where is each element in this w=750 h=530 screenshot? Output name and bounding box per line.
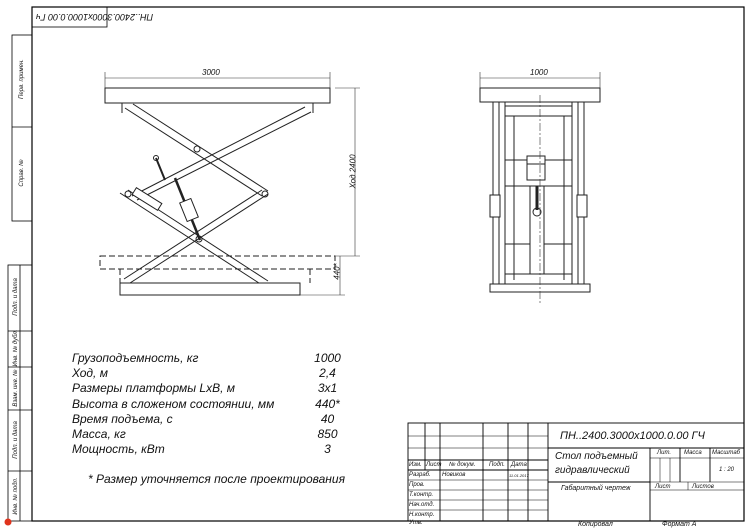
spec-label: Размеры платформы LxB, м [72, 381, 235, 395]
dim-front-width: 3000 [202, 68, 220, 77]
tb-scale: 1 : 20 [719, 467, 735, 473]
tb-row-razrab: Разраб. [409, 472, 431, 478]
tb-mass: Масса [684, 450, 702, 456]
spec-label: Высота в сложеном состоянии, мм [72, 397, 275, 411]
dim-collapsed: 440* [332, 263, 342, 280]
tb-col-data: Дата [511, 462, 527, 468]
tb-sheet: Лист [655, 484, 671, 490]
dim-stroke: Ход 2400 [348, 154, 358, 189]
tb-col-podp: Подп. [489, 462, 505, 468]
tb-scale-label: Масштаб [712, 450, 741, 456]
tb-lit: Лит. [657, 450, 672, 456]
spec-value: 3 [324, 442, 331, 456]
tb-row-utv: Утв. [409, 520, 423, 526]
side-label-perv: Перв. примен. [19, 59, 25, 99]
tb-name-line2: гидравлический [555, 465, 630, 476]
tb-col-dokum: № докум. [449, 462, 476, 468]
spec-label: Грузоподъемность, кг [72, 351, 199, 365]
front-view [100, 88, 335, 295]
side-label-inv-dubl: Инв. № дубл. [13, 329, 19, 367]
spec-value: 40 [320, 412, 335, 426]
tb-row-nachotd: Нач.отд. [409, 502, 435, 508]
tb-copied: Копировал [578, 521, 613, 528]
side-label-vzam: Взам. инв. № [13, 369, 19, 407]
spec-value: 1000 [314, 351, 341, 365]
tb-col-list: Лист [426, 462, 442, 468]
front-dimensions [105, 72, 360, 295]
corner-mark [5, 519, 12, 526]
mirrored-stamp: ПН..2400.3000х1000.0.00 Гч [36, 12, 154, 22]
spec-label: Масса, кг [72, 427, 126, 441]
tb-col-izm: Изм. [409, 462, 422, 468]
side-label-podp1: Подп. и дата [13, 278, 19, 316]
footnote: * Размер уточняется после проектирования [88, 472, 345, 486]
tb-format: Формат А [662, 521, 697, 528]
tb-name-line1: Стол подъемный [555, 451, 638, 462]
spec-value: 3х1 [317, 381, 338, 395]
spec-label: Время подъема, с [72, 412, 173, 426]
spec-label: Ход, м [72, 366, 108, 380]
tb-date: 11.01.2017 [509, 473, 529, 478]
tb-developer: Новиков [442, 472, 466, 478]
tb-sheets: Листов [692, 484, 714, 490]
side-label-sprav: Справ. № [19, 159, 25, 187]
tb-row-prov: Пров. [409, 482, 425, 488]
spec-label: Мощность, кВт [72, 442, 165, 456]
spec-value: 2,4 [319, 366, 336, 380]
side-label-inv-podl: Инв. № подл. [13, 477, 19, 515]
tb-row-tkontr: Т.контр. [409, 492, 434, 498]
spec-value: 850 [317, 427, 338, 441]
spec-value: 440* [315, 397, 340, 411]
tb-row-nkontr: Н.контр. [409, 512, 435, 518]
dim-side-width: 1000 [530, 68, 548, 77]
tb-designation: ПН..2400.3000х1000.0.00 ГЧ [560, 430, 705, 442]
tb-doc-type: Габаритный чертеж [561, 485, 631, 492]
side-label-podp2: Подп. и дата [13, 421, 19, 459]
